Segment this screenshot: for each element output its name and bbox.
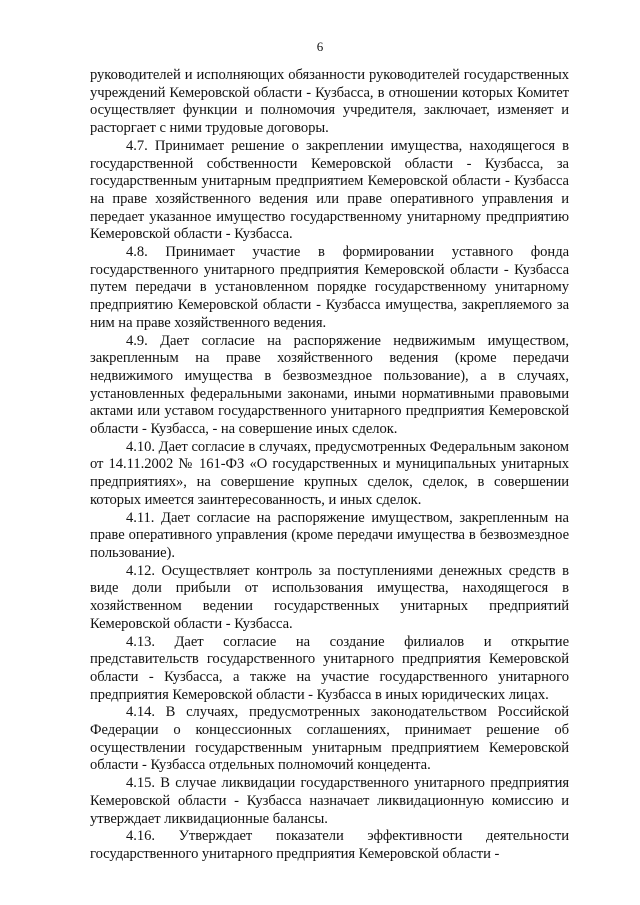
paragraph-4-8: 4.8. Принимает участие в формировании уставного фонда государственного унитарного предприятия Кемеровской области - Кузбасса путем передачи в установленном порядке государственному унитарному предприятию Кемеровской области - Кузбасса имущества, закрепляемого за ним на праве хозяйственного ведения. (90, 244, 569, 331)
paragraph-4-7: 4.7. Принимает решение о закреплении имущества, находящегося в государственной собственности Кемеровской области - Кузбасса, за государственным унитарным предприятием Кемеровской области - Кузбасса на праве хозяйственного ведения или праве оперативного управления и передает указанное имущество государственному унитарному предприятию Кемеровской области - Кузбасса. (90, 137, 569, 243)
document-body (90, 67, 569, 864)
paragraph-continuation: руководителей и исполняющих обязанности руководителей государственных учреждений Кемеровской области - Кузбасса, в отношении которых Комитет осуществляет функции и полномочия учредителя, заключает, изменяет и расторгает с ними трудовые договоры. (90, 67, 569, 137)
paragraph-4-11: 4.11. Дает согласие на распоряжение имуществом, закрепленным на праве оперативного управления (кроме передачи имущества в безвозмездное пользование). (90, 509, 569, 561)
paragraph-4-16: 4.16. Утверждает показатели эффективности деятельности государственного унитарного предприятия Кемеровской области - (90, 828, 569, 862)
paragraph-4-15: 4.15. В случае ликвидации государственного унитарного предприятия Кемеровской области - Кузбасса назначает ликвидационную комиссию и утверждает ликвидационные балансы. (90, 775, 569, 827)
page-number: 6 (316, 39, 324, 54)
paragraph-4-13: 4.13. Дает согласие на создание филиалов и открытие представительств государственного унитарного предприятия Кемеровской области - Кузбасса, а также на участие государственного унитарного предприятия Кемеровской области - Кузбасса в иных юридических лицах. (90, 633, 569, 703)
paragraph-4-12: 4.12. Осуществляет контроль за поступлениями денежных средств в виде доли прибыли от использования имущества, находящегося в хозяйственном ведении государственных унитарных предприятий Кемеровской области - Кузбасса. (90, 562, 569, 632)
paragraph-4-14: 4.14. В случаях, предусмотренных законодательством Российской Федерации о концессионных соглашениях, принимает решение об осуществлении государственным унитарным предприятием Кемеровской области - Кузбасса отдельных полномочий концедента. (90, 704, 569, 774)
paragraph-4-10: 4.10. Дает согласие в случаях, предусмотренных Федеральным законом от 14.11.2002 № 161-ФЗ «О государственных и муниципальных унитарных предприятиях», на совершение крупных сделок, сделок, в совершении которых имеется заинтересованность, и иных сделок. (90, 438, 569, 508)
paragraph-4-9: 4.9. Дает согласие на распоряжение недвижимым имуществом, закрепленным на праве хозяйственного ведения (кроме передачи недвижимого имущества в безвозмездное пользование), а в случаях, установленных федеральными законами, иными нормативными правовыми актами или уставом государственного унитарного предприятия Кемеровской области - Кузбасса, - на совершение иных сделок. (90, 332, 569, 438)
